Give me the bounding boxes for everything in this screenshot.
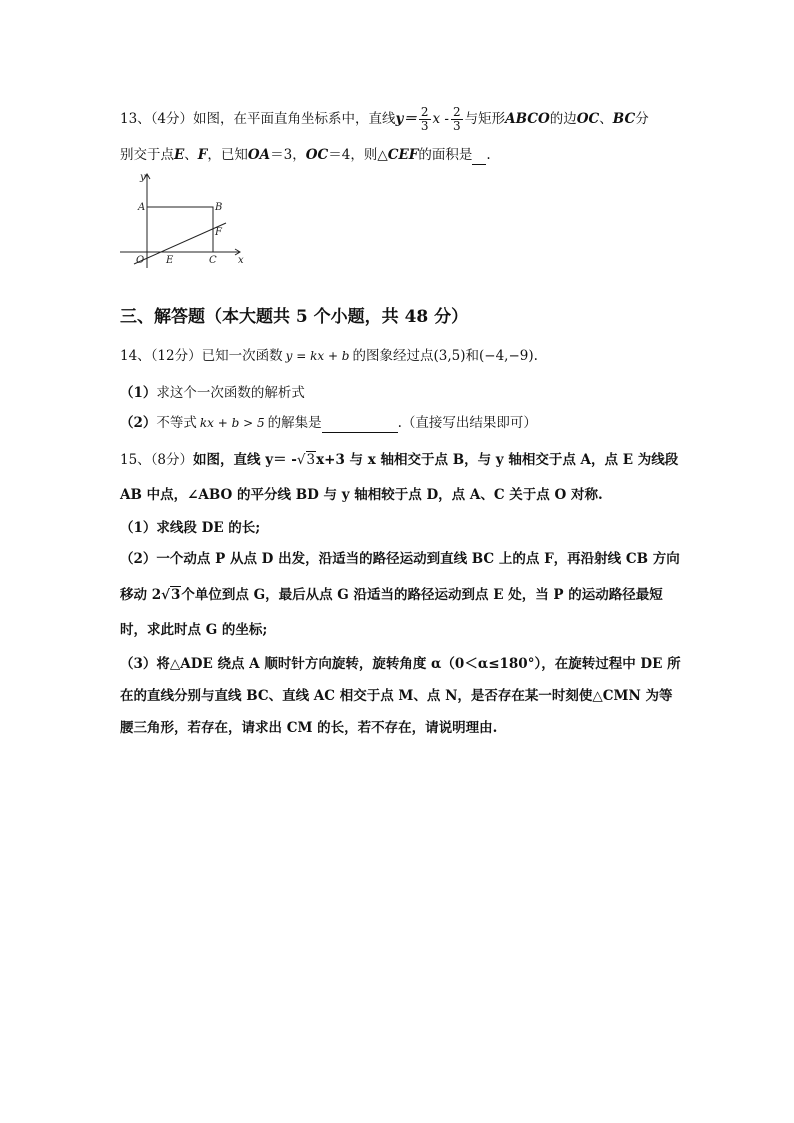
q14-point-1: (3,5) <box>433 348 466 364</box>
q13-text: 分 <box>635 111 649 127</box>
q14-score: （12分） <box>150 348 202 364</box>
q15-part3-line1 <box>120 654 681 674</box>
q13-y-eq: y＝ <box>395 111 417 127</box>
q14-text: 已知一次函数 <box>201 348 283 364</box>
figure-label-x: x <box>238 255 244 266</box>
q13-fraction-1 <box>419 106 431 133</box>
q13-oa: OA <box>247 147 271 163</box>
figure-label-o: O <box>136 255 145 266</box>
q13-text: 别交于点 <box>120 147 174 163</box>
q13-oc-value: ＝4，则△ <box>328 147 388 163</box>
sqrt-radicand: 3 <box>306 452 316 468</box>
q13-point-e: E <box>174 147 185 163</box>
sqrt-radicand: 3 <box>170 587 181 603</box>
q14-text: 的图象经过点 <box>352 348 434 364</box>
q15-part2-text: 一个动点 P 从点 D 出发，沿适当的路径运动到直线 BC 上的点 F，再沿射线 CB 方向 <box>156 551 680 567</box>
q13-side-oc: OC <box>576 111 600 127</box>
q13-answer-blank[interactable] <box>472 150 486 165</box>
fraction-denominator: 3 <box>453 119 461 133</box>
q15-line2: AB 中点，∠ABO 的平分线 BD 与 y 轴相较于点 D，点 A、C 关于点 O 对称. <box>120 487 603 503</box>
q13-text: 的面积是 <box>418 147 473 163</box>
q14-part2-label: （2） <box>120 415 157 431</box>
q13-sep: 、 <box>184 147 198 163</box>
q13-figure <box>118 168 248 272</box>
q14-answer-blank[interactable] <box>322 418 398 433</box>
rectangle-abco <box>147 207 213 252</box>
q14-part2-text: 不等式 <box>156 415 197 431</box>
q15-part2-text: 移动 2 <box>120 587 162 603</box>
q13-text: 如图，在平面直角坐标系中，直线 <box>193 111 396 127</box>
q14-text: 和 <box>465 348 480 364</box>
fraction-denominator: 3 <box>420 119 429 133</box>
q13-text: 与矩形 <box>464 111 506 127</box>
q13-cef: CEF <box>387 147 419 163</box>
q15-text: 如图，直线 y＝ - <box>193 452 297 468</box>
q13-point-f: F <box>197 147 208 163</box>
figure-label-c: C <box>209 255 217 266</box>
figure-label-y: y <box>140 172 146 183</box>
q13-text: ，已知 <box>207 147 248 163</box>
q15-part3-text: 将△ADE 绕点 A 顺时针方向旋转，旋转角度 α（0＜α≤180°），在旋转过程中 DE 所 <box>156 656 681 672</box>
q14-part1 <box>120 383 305 403</box>
q13-fraction-2 <box>451 106 463 133</box>
q14-part2 <box>120 413 537 433</box>
q13-score: （4分） <box>150 111 194 127</box>
q13-oc: OC <box>305 147 329 163</box>
q15-part1-text: 求线段 DE 的长; <box>156 520 261 536</box>
q15-part1-label: （1） <box>120 520 157 536</box>
q15-part2-line2 <box>120 585 663 605</box>
q13-x-minus: x - <box>432 111 449 127</box>
q15-sqrt: √3 <box>296 452 316 468</box>
q14-part2-text: .（直接写出结果即可） <box>397 415 537 431</box>
figure-label-a: A <box>138 202 146 213</box>
q15-part3-line3: 腰三角形，若存在，请求出 CM 的长，若不存在，请说明理由. <box>120 720 498 736</box>
fraction-numerator: 2 <box>420 105 429 119</box>
figure-label-b: B <box>215 202 223 213</box>
q15-part2-line3: 时，求此时点 G 的坐标; <box>120 622 268 638</box>
q15-text: x+3 与 x 轴相交于点 B，与 y 轴相交于点 A，点 E 为线段 <box>316 452 679 468</box>
q14-stem <box>120 346 538 366</box>
q14-text: . <box>533 348 538 364</box>
figure-label-f: F <box>215 227 222 238</box>
q15-part3-label: （3） <box>120 656 157 672</box>
q14-inequality: kx + b > 5 <box>199 416 265 430</box>
q15-part2-sqrt: √3 <box>161 587 181 603</box>
q14-number: 14、 <box>120 348 151 364</box>
q15-part1 <box>120 518 260 538</box>
q14-part1-label: （1） <box>120 385 157 401</box>
q13-number: 13、 <box>120 111 151 127</box>
q15-part3-line2: 在的直线分别与直线 BC、直线 AC 相交于点 M、点 N，是否存在某一时刻使△CMN 为等 <box>120 688 673 704</box>
q15-part2-label: （2） <box>120 551 157 567</box>
q15-score: （8分） <box>150 452 194 468</box>
q15-number: 15、 <box>120 452 151 468</box>
q13-rect-name: ABCO <box>505 111 550 127</box>
q15-part2-text: 个单位到点 G，最后从点 G 沿适当的路径运动到点 E 处，当 P 的运动路径最短 <box>181 587 663 603</box>
section-3-heading: 三、解答题（本大题共 5 个小题，共 48 分） <box>120 307 469 327</box>
q13-line2 <box>120 145 491 165</box>
q14-function: y = kx + b <box>285 349 350 363</box>
figure-label-e: E <box>166 255 174 266</box>
q15-line1 <box>120 450 678 470</box>
q13-sep: 、 <box>599 111 613 127</box>
q14-part2-text: 的解集是 <box>267 415 322 431</box>
q13-text: 的边 <box>549 111 577 127</box>
q13-line1 <box>120 106 649 133</box>
fraction-numerator: 2 <box>453 105 461 119</box>
q13-side-bc: BC <box>612 111 636 127</box>
q13-oa-value: ＝3， <box>270 147 306 163</box>
q13-text: . <box>486 147 491 163</box>
q15-part2-line1 <box>120 549 680 569</box>
q14-point-2: (−4,−9) <box>479 348 534 364</box>
q14-part1-text: 求这个一次函数的解析式 <box>156 385 305 401</box>
